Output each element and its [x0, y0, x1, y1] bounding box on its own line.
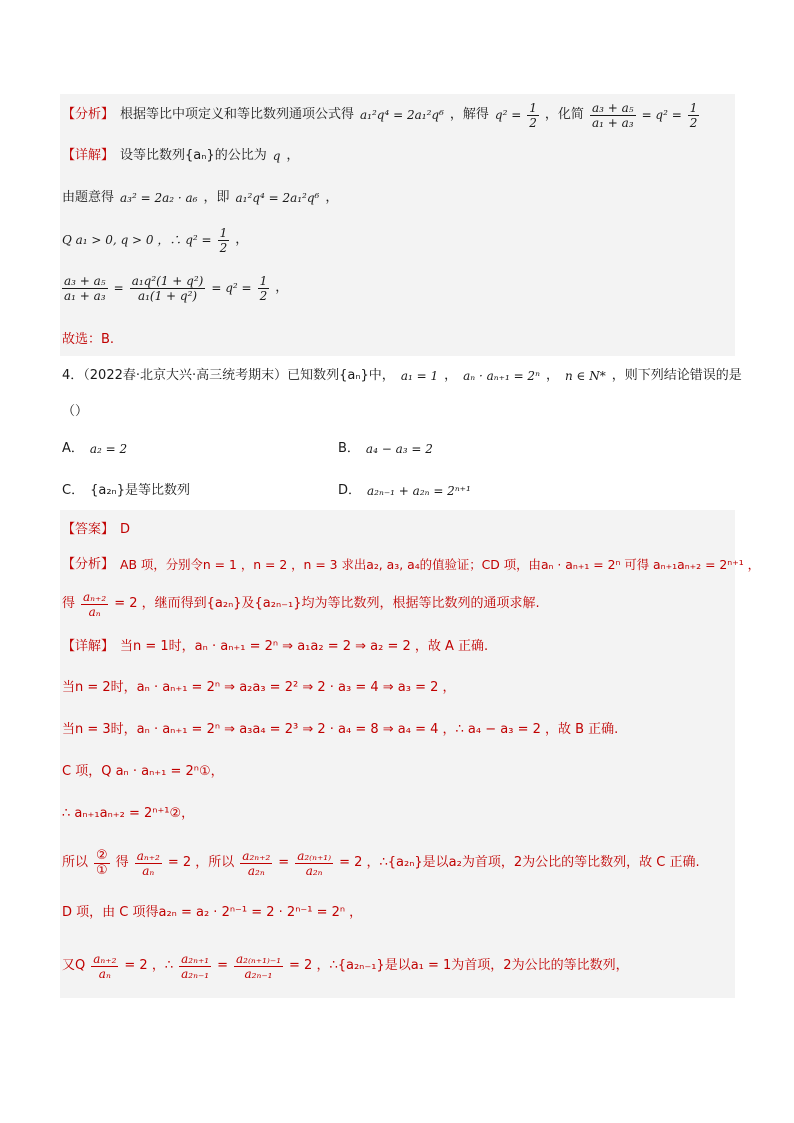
- option-b[interactable]: [338, 434, 433, 464]
- detail-line: [62, 136, 732, 176]
- frac-den: 2: [529, 115, 537, 130]
- analysis2-text: AB 项，分别令n = 1 ，n = 2 ，n = 3 求出a₂, a₃, a₄的值验证；CD 项，由aₙ · aₙ₊₁ = 2ⁿ 可得 aₙ₊₁aₙ₊₂ = 2ⁿ⁺¹ ，: [120, 557, 761, 572]
- fraction-step3-a: [62, 274, 108, 303]
- analysis2-line2: [62, 584, 732, 624]
- frac-den: a₁ + a₃: [591, 115, 634, 130]
- frac-num: ②: [96, 847, 108, 863]
- frac-num: aₙ₊₂: [93, 951, 117, 966]
- option-d[interactable]: [338, 476, 471, 506]
- frac-num: aₙ₊₂: [83, 589, 107, 604]
- detail-q: q: [272, 149, 281, 163]
- detail-end: ，: [286, 148, 300, 163]
- d7-text: D 项，由 C 项得a₂ₙ = a₂ · 2ⁿ⁻¹ = 2 · 2ⁿ⁻¹ = 2ⁿ ，: [62, 905, 363, 920]
- fraction-half-2: [688, 101, 700, 130]
- analysis2-post: = 2 ，继而得到{a₂ₙ}及{a₂ₙ₋₁}均为等比数列，根据等比数列的通项求解.: [114, 596, 540, 611]
- question-paren: [62, 392, 732, 432]
- step2-end: ，: [235, 232, 249, 247]
- frac-den: aₙ: [142, 863, 155, 878]
- option-label: D．: [338, 483, 362, 498]
- question-stem: [62, 356, 742, 396]
- step3-rhs: = q² =: [211, 281, 252, 295]
- frac-den: aₙ: [98, 966, 111, 981]
- frac-den: a₁ + a₃: [64, 288, 106, 303]
- d8-pre: 又Q: [62, 958, 86, 973]
- step1-line: [62, 178, 732, 218]
- step3-end: ，: [275, 280, 289, 295]
- frac-num: a₂₍ₙ₊₁₎₋₁: [236, 951, 282, 966]
- d8-mid: = 2 ，∴: [124, 958, 174, 973]
- fraction-d8-3: [234, 952, 283, 981]
- option-c[interactable]: [62, 476, 190, 506]
- sep2: ，: [545, 368, 559, 383]
- analysis-tag: 【分析】: [62, 107, 115, 122]
- sep1: ，: [444, 368, 458, 383]
- option-text: a₂ = 2: [89, 442, 128, 456]
- frac-num: a₂ₙ₊₂: [242, 848, 271, 863]
- analysis-text: 根据等比中项定义和等比数列通项公式得: [120, 107, 355, 122]
- d6-mid2: = 2 ，所以: [167, 855, 235, 870]
- option-label: A．: [62, 441, 84, 456]
- fraction-half-4: [258, 274, 270, 303]
- detail2-line6: [62, 843, 732, 883]
- detail2-n3: 当n = 3时，aₙ · aₙ₊₁ = 2ⁿ ⇒ a₃a₄ = 2³ ⇒ 2 · a₄ = 8 ⇒ a₄ = 4 ，∴ a₄ − a₃ = 2 ，故 B 正确.: [62, 722, 619, 737]
- fraction-d8-1: [91, 952, 118, 981]
- detail2-line1: [62, 627, 732, 667]
- fraction-d6-3: [295, 849, 333, 878]
- frac-den: a₂ₙ: [247, 863, 265, 878]
- frac-num: a₃ + a₅: [64, 273, 106, 288]
- detail-tag: 【详解】: [62, 148, 115, 163]
- frac-den: a₁(1 + q²): [137, 288, 198, 303]
- fraction-circled: [94, 849, 110, 878]
- option-label: C．: [62, 483, 85, 498]
- paren: （）: [62, 404, 89, 419]
- fraction-an2: [81, 590, 108, 619]
- fraction-d8-2: [179, 952, 211, 981]
- answer-tag: 【答案】: [62, 522, 115, 537]
- d8-post: = 2 ，∴{a₂ₙ₋₁}是以a₁ = 1为首项，2为公比的等比数列，: [289, 958, 629, 973]
- detail2-n2: 当n = 2时，aₙ · aₙ₊₁ = 2ⁿ ⇒ a₂a₃ = 2² ⇒ 2 · a₃ = 4 ⇒ a₃ = 2 ，: [62, 680, 456, 695]
- detail2-text: 当n = 1时，aₙ · aₙ₊₁ = 2ⁿ ⇒ a₁a₂ = 2 ⇒ a₂ = 2 ，故 A 正确.: [120, 639, 489, 654]
- step1-eq2: a₁²q⁴ = 2a₁²q⁶: [235, 191, 320, 205]
- detail2-c2: ∴ aₙ₊₁aₙ₊₂ = 2ⁿ⁺¹②，: [62, 806, 195, 821]
- frac-num: 1: [529, 100, 537, 115]
- analysis-q2: q² =: [494, 108, 522, 122]
- analysis2-line1: [62, 545, 761, 585]
- frac-num: 1: [689, 100, 698, 115]
- detail2-line8: [62, 946, 732, 986]
- frac-num: aₙ₊₂: [136, 848, 160, 863]
- choice-text: 故选：B.: [62, 332, 115, 347]
- detail2-line5: [62, 794, 732, 834]
- fraction-d6-2: [240, 849, 272, 878]
- detail-text: 设等比数列{aₙ}的公比为: [120, 148, 267, 163]
- stem-end: ，则下列结论错误的是: [611, 368, 742, 383]
- detail2-c1: C 项，Q aₙ · aₙ₊₁ = 2ⁿ①，: [62, 764, 224, 779]
- frac-den: 2: [689, 115, 698, 130]
- frac-den: a₂ₙ₋₁: [181, 966, 210, 981]
- d8-eq: =: [217, 958, 228, 973]
- detail2-tag: 【详解】: [62, 639, 115, 654]
- cond2: aₙ · aₙ₊₁ = 2ⁿ: [463, 369, 540, 383]
- frac-num: a₁q²(1 + q²): [131, 273, 204, 288]
- frac-num: a₂ₙ₊₁: [181, 951, 210, 966]
- d6-mid: 得: [115, 855, 129, 870]
- frac-num: a₂₍ₙ₊₁₎: [297, 848, 332, 863]
- detail2-line7: [62, 893, 732, 933]
- analysis-line: [62, 95, 732, 135]
- fraction-d6-1: [135, 849, 162, 878]
- analysis-eq: a₁²q⁴ = 2a₁²q⁶: [360, 108, 444, 122]
- analysis2-tag: 【分析】: [62, 557, 115, 572]
- frac-den: ①: [96, 862, 108, 878]
- frac-den: a₂ₙ₋₁: [244, 966, 273, 981]
- step3-line: [62, 268, 732, 308]
- answer-line: [62, 510, 732, 550]
- frac-num: 1: [259, 273, 268, 288]
- option-label: B．: [338, 441, 360, 456]
- stem-text: 4．（2022春·北京大兴·高三统考期末）已知数列{aₙ}中，: [62, 368, 395, 383]
- step2-line: [62, 220, 732, 260]
- fraction-step3-b: [130, 274, 206, 303]
- equals-sign: =: [113, 281, 124, 295]
- fraction-half: [527, 101, 539, 130]
- answer-value: D: [120, 522, 131, 537]
- simplify-rhs: = q² =: [641, 108, 682, 122]
- step1-mid: ，即: [203, 190, 230, 205]
- analysis2-pre: 得: [62, 596, 76, 611]
- d6-pre: 所以: [62, 855, 89, 870]
- option-a[interactable]: [62, 434, 127, 464]
- option-text: a₄ − a₃ = 2: [365, 442, 433, 456]
- cond1: a₁ = 1: [400, 369, 439, 383]
- option-text: a₂ₙ₋₁ + a₂ₙ = 2ⁿ⁺¹: [367, 484, 471, 498]
- step2-eq: Q a₁ > 0, q > 0 ，∴ q² =: [62, 233, 212, 247]
- detail2-line2: [62, 668, 732, 708]
- frac-den: aₙ: [88, 604, 101, 619]
- d6-post: = 2 ，∴{a₂ₙ}是以a₂为首项，2为公比的等比数列，故 C 正确.: [339, 855, 700, 870]
- frac-den: 2: [259, 288, 268, 303]
- choice-line: [62, 320, 732, 360]
- d6-eq: =: [278, 855, 290, 870]
- detail2-line3: [62, 710, 732, 750]
- frac-den: 2: [219, 240, 228, 255]
- fraction-half-3: [218, 226, 230, 255]
- step1-eq: a₃² = 2a₂ · a₆: [120, 191, 198, 205]
- step1-pre: 由题意得: [62, 190, 115, 205]
- analysis-mid: ，解得: [449, 107, 489, 122]
- frac-num: 1: [219, 225, 228, 240]
- step1-end: ，: [325, 190, 339, 205]
- frac-den: a₂ₙ: [305, 863, 323, 878]
- analysis-simplify: ，化简: [544, 107, 584, 122]
- cond3: n ∈ N*: [564, 369, 606, 383]
- frac-num: a₃ + a₅: [591, 100, 634, 115]
- option-text: {a₂ₙ}是等比数列: [90, 483, 190, 498]
- fraction-simplify: [590, 101, 636, 130]
- detail2-line4: [62, 752, 732, 792]
